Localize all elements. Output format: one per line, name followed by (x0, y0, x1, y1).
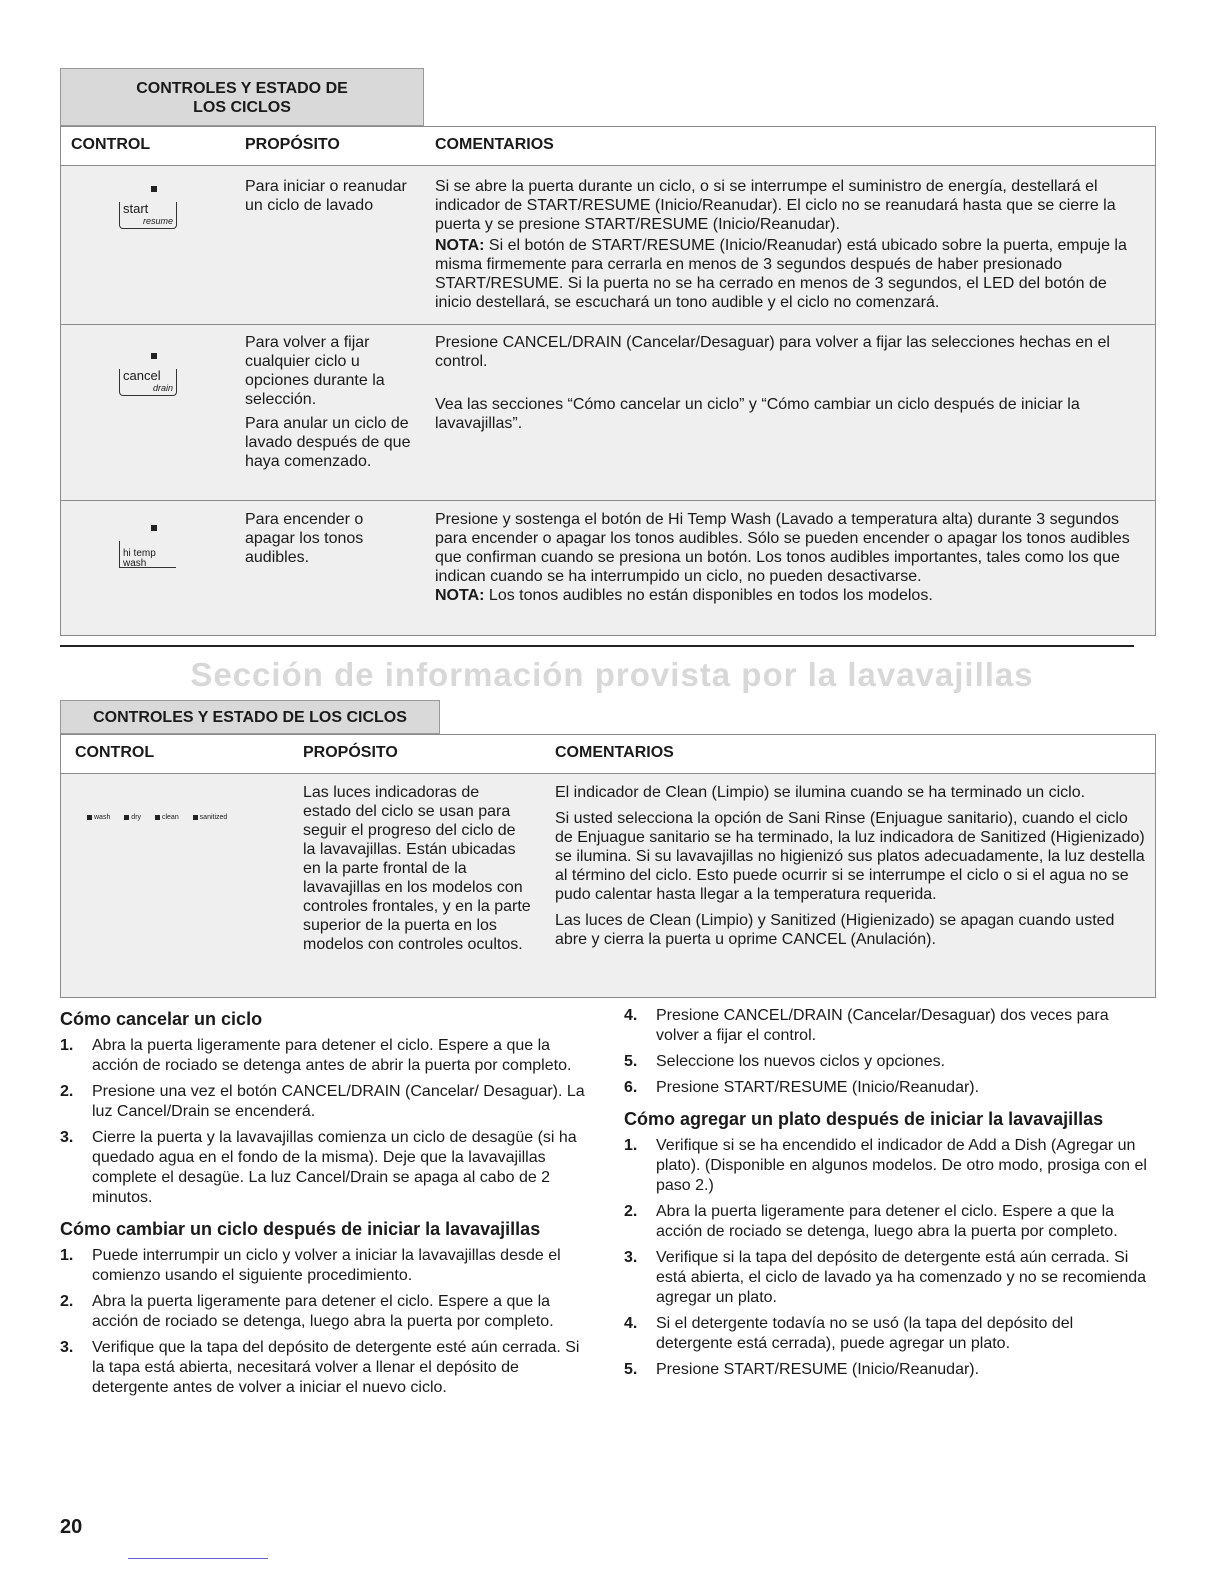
indicator-led (151, 186, 157, 192)
table1-title-line2: LOS CICLOS (193, 99, 291, 116)
step-text: Seleccione los nuevos ciclos y opciones. (656, 1053, 946, 1070)
list-item (624, 1136, 1154, 1196)
status-label-clean: clean (161, 814, 179, 821)
purpose-text: Para iniciar o reanudar un ciclo de lavado (245, 178, 407, 214)
list-item (60, 1338, 590, 1398)
section-divider (60, 645, 1134, 647)
change-cycle-steps-continued (624, 1006, 1154, 1098)
indicator-led (151, 353, 157, 359)
comment-text: Si se abre la puerta durante un ciclo, o si se interrumpe el suministro de energía, destellará el indicador de START/RESUME (Inicio/Reanudar). El ciclo no se reanudará hasta que se cierre la puerta y se presione START/RESUME (Inicio/Reanudar). (435, 178, 1116, 233)
purpose-cell (245, 510, 411, 567)
step-text: Abra la puerta ligeramente para detener el ciclo. Espere a que la acción de rociado se detenga, luego abra la puerta por completo. (656, 1203, 1118, 1240)
controls-table-2 (60, 734, 1156, 998)
step-text: Verifique si la tapa del depósito de detergente está aún cerrada. Si está abierta, el ciclo de lavado ya ha comenzado y no se recomienda agregar un plato. (656, 1249, 1147, 1306)
step-text: Presione START/RESUME (Inicio/Reanudar). (656, 1361, 980, 1378)
note-paragraph (435, 236, 1147, 312)
status-label-dry: dry (131, 814, 142, 821)
list-item (60, 1128, 590, 1208)
spacer (60, 1208, 590, 1218)
table2-header-purpose: PROPÓSITO (303, 744, 398, 761)
table1-title (60, 68, 424, 126)
status-label-sanitized: sanitized (199, 814, 228, 821)
start-resume-key (119, 182, 179, 230)
list-item (624, 1052, 1154, 1072)
footer-rule (128, 1558, 268, 1559)
table2-header-row (61, 735, 1155, 774)
step-text: Cierre la puerta y la lavavajillas comienza un ciclo de desagüe (si ha quedado agua en el fondo de la misma). Deje que la lavavajillas complete el desagüe. La luz Cancel/Drain se apaga al cabo de 2 minutos. (92, 1129, 577, 1206)
comment-text: Presione y sostenga el botón de Hi Temp Wash (Lavado a temperatura alta) durante 3 segundos para encender o apagar los tonos audibles. Sólo se pueden encender o apagar los tonos audibles que confirman cuando se presiona un botón. Los tonos audibles importantes, tales como los que indican cuando se ha interrumpido un ciclo, no pueden desactivarse. (435, 511, 1130, 585)
key-sublabel: drain (152, 383, 173, 393)
table1-header-purpose: PROPÓSITO (245, 136, 340, 153)
table2-header-control: CONTROL (75, 744, 155, 761)
note-label: NOTA: (435, 587, 485, 604)
status-light (193, 815, 198, 820)
note-text: Si el botón de START/RESUME (Inicio/Reanudar) está ubicado sobre la puerta, empuje la misma firmemente para cerrarla en menos de 3 segundos después de haber presionado START/RESUME. Si la puerta no se ha cerrado en menos de 3 segundos, el LED del botón de inicio destellará, se escuchará un tono audible y el ciclo no comenzará. (435, 237, 1127, 311)
comment-text: Vea las secciones “Cómo cancelar un ciclo” y “Cómo cambiar un ciclo después de iniciar la lavavajillas”. (435, 396, 1080, 432)
table-row (61, 500, 1155, 636)
table1-header-control: CONTROL (71, 136, 151, 153)
right-column (624, 1006, 1154, 1380)
left-column (60, 1008, 590, 1398)
cancel-cycle-heading: Cómo cancelar un ciclo (60, 1009, 263, 1029)
list-item (624, 1202, 1154, 1242)
key-sublabel: wash (123, 558, 147, 569)
table-row (61, 324, 1155, 501)
step-text: Abra la puerta ligeramente para detener el ciclo. Espere a que la acción de rociado se detenga antes de abrir la puerta por completo. (92, 1037, 572, 1074)
table-row (61, 166, 1155, 324)
step-text: Verifique que la tapa del depósito de detergente esté aún cerrada. Si la tapa está abierta, necesitará volver a llenar el depósito de detergente antes de volver a iniciar el nuevo ciclo. (92, 1339, 580, 1396)
note-text: Los tonos audibles no están disponibles en todos los modelos. (484, 587, 933, 604)
comment-text: Las luces de Clean (Limpio) y Sanitized (Higienizado) se apagan cuando usted abre y cierra la puerta u oprime CANCEL (Anulación). (555, 912, 1115, 948)
table2-header-comments: COMENTARIOS (555, 744, 674, 761)
note-paragraph (435, 586, 1147, 605)
purpose-text: Las luces indicadoras de estado del ciclo se usan para seguir el progreso del ciclo de la lavavajillas. Están ubicadas en la parte frontal de la lavavajillas en los modelos con controles frontales, y en la parte superior de la puerta en los modelos con controles ocultos. (303, 784, 531, 953)
step-number: 1. (60, 1247, 74, 1264)
list-item (624, 1248, 1154, 1308)
add-dish-steps (624, 1136, 1154, 1380)
step-text: Si el detergente todavía no se usó (la tapa del depósito del detergente está cerrada), puede agregar un plato. (656, 1315, 1074, 1352)
cancel-drain-key (119, 349, 179, 397)
indicator-led (151, 525, 157, 531)
cancel-cycle-steps (60, 1036, 590, 1208)
key-label: start (123, 201, 149, 216)
list-item (60, 1246, 590, 1286)
comments-cell (555, 783, 1147, 949)
purpose-text: Para volver a fijar cualquier ciclo u opciones durante la selección. (245, 334, 385, 408)
step-number: 3. (60, 1129, 74, 1146)
list-item (60, 1082, 590, 1122)
comments-cell (435, 177, 1147, 312)
list-item (624, 1006, 1154, 1046)
table1-title-line1: CONTROLES Y ESTADO DE (136, 80, 348, 97)
section-heading: Sección de información provista por la lavavajillas (190, 656, 1034, 693)
table2-title-text: CONTROLES Y ESTADO DE LOS CICLOS (93, 709, 407, 726)
status-light (124, 815, 129, 820)
step-number: 2. (60, 1293, 74, 1310)
step-text: Presione una vez el botón CANCEL/DRAIN (Cancelar/ Desaguar). La luz Cancel/Drain se encenderá. (92, 1083, 585, 1120)
purpose-text: Para anular un ciclo de lavado después de que haya comenzado. (245, 415, 411, 470)
page-number: 20 (60, 1516, 83, 1538)
purpose-text: Para encender o apagar los tonos audibles. (245, 511, 364, 566)
step-text: Presione START/RESUME (Inicio/Reanudar). (656, 1079, 980, 1096)
comment-text: El indicador de Clean (Limpio) se ilumina cuando se ha terminado un ciclo. (555, 784, 1086, 801)
step-number: 4. (624, 1007, 638, 1024)
status-light (87, 815, 92, 820)
change-cycle-steps (60, 1246, 590, 1398)
step-number: 4. (624, 1315, 638, 1332)
step-number: 3. (60, 1339, 74, 1356)
step-number: 5. (624, 1053, 638, 1070)
list-item (624, 1314, 1154, 1354)
list-item (624, 1078, 1154, 1098)
hi-temp-wash-key (119, 521, 179, 569)
status-light (155, 815, 160, 820)
add-dish-heading: Cómo agregar un plato después de iniciar la lavavajillas (624, 1109, 1104, 1129)
step-text: Presione CANCEL/DRAIN (Cancelar/Desaguar) dos veces para volver a fijar el control. (656, 1007, 1109, 1044)
comments-cell (435, 333, 1147, 433)
status-label-wash: wash (94, 814, 111, 821)
table1-header-row (61, 127, 1155, 166)
key-label: cancel (123, 368, 161, 383)
cycle-status-indicators (87, 814, 227, 821)
change-cycle-heading: Cómo cambiar un ciclo después de iniciar la lavavajillas (60, 1219, 541, 1239)
table1-header-comments: COMENTARIOS (435, 136, 554, 153)
purpose-cell (245, 333, 411, 471)
comment-text: Presione CANCEL/DRAIN (Cancelar/Desaguar) para volver a fijar las selecciones hechas en el control. (435, 334, 1110, 370)
table2-title (60, 700, 440, 734)
key-label: hi temp (123, 548, 156, 559)
list-item (60, 1292, 590, 1332)
step-number: 6. (624, 1079, 638, 1096)
step-number: 2. (624, 1203, 638, 1220)
step-text: Verifique si se ha encendido el indicador de Add a Dish (Agregar un plato). (Disponible en algunos modelos. De otro modo, prosiga con el paso 2.) (656, 1137, 1147, 1194)
step-text: Puede interrumpir un ciclo y volver a iniciar la lavavajillas desde el comienzo usando el siguiente procedimiento. (92, 1247, 561, 1284)
spacer (624, 1098, 1154, 1108)
step-text: Abra la puerta ligeramente para detener el ciclo. Espere a que la acción de rociado se detenga, luego abra la puerta por completo. (92, 1293, 554, 1330)
comments-cell (435, 510, 1147, 605)
table-row (61, 774, 1155, 998)
list-item (60, 1036, 590, 1076)
note-label: NOTA: (435, 237, 485, 254)
comment-text: Si usted selecciona la opción de Sani Rinse (Enjuague sanitario), cuando el ciclo de Enjuague sanitario se ha terminado, la luz indicadora de Sanitized (Higienizado) se ilumina. Si su lavavajillas no higienizó sus platos adecuadamente, la luz destella al término del ciclo. Esto puede ocurrir si se interrumpe el ciclo o si el agua no se pudo calentar hasta llegar a la temperatura requerida. (555, 810, 1145, 903)
purpose-cell (245, 177, 411, 215)
purpose-cell (303, 783, 531, 954)
list-item (624, 1360, 1154, 1380)
controls-table-1 (60, 126, 1156, 636)
step-number: 1. (624, 1137, 638, 1154)
step-number: 5. (624, 1361, 638, 1378)
step-number: 3. (624, 1249, 638, 1266)
step-number: 2. (60, 1083, 74, 1100)
key-sublabel: resume (142, 216, 173, 226)
step-number: 1. (60, 1037, 74, 1054)
